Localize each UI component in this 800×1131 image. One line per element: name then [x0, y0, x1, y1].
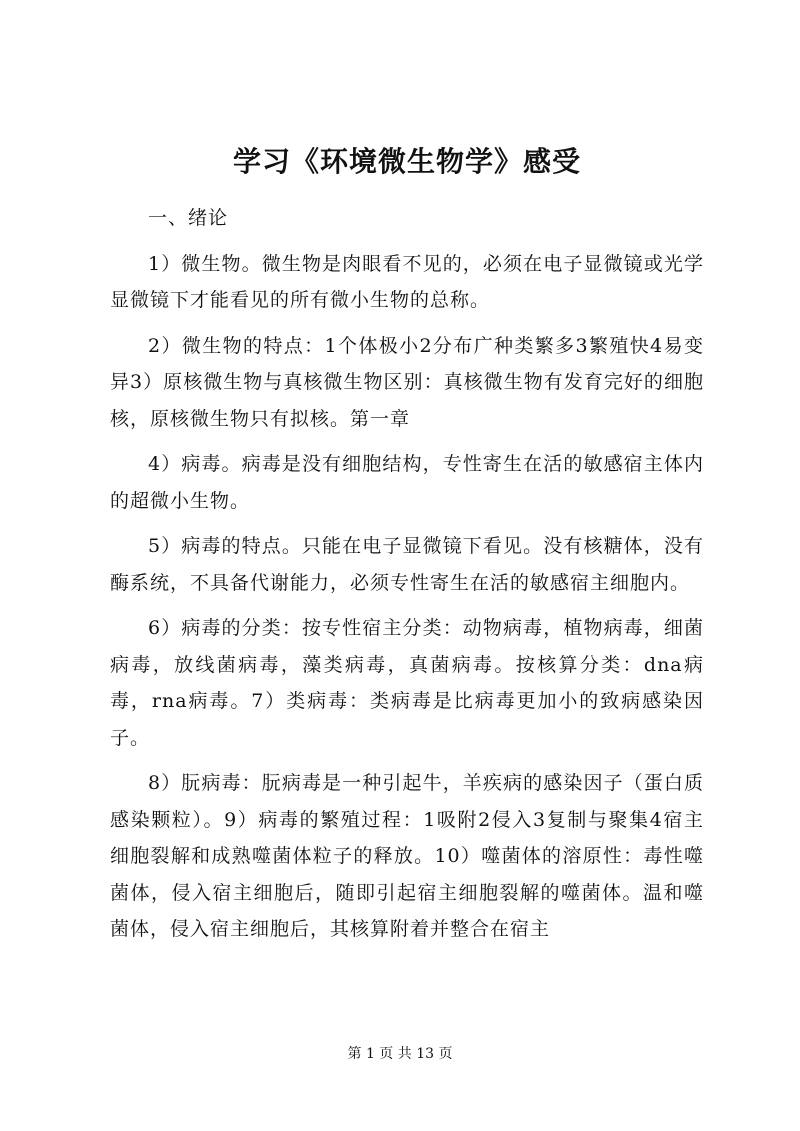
page-footer: 第 1 页 共 13 页 [347, 1046, 453, 1062]
document-title: 学习《环境微生物学》感受 [232, 145, 581, 178]
paragraph-prion-and-phage: 8）朊病毒：朊病毒是一种引起牛，羊疾病的感染因子（蛋白质感染颗粒）。9）病毒的繁殖过程：1吸附2侵入3复制与聚集4宿主细胞裂解和成熟噬菌体粒子的释放。10）噬菌体的溶原性：毒性噬菌体，侵入宿主细胞后，随即引起宿主细胞裂解的噬菌体。温和噬菌体，侵入宿主细胞后，其核算附着并整合在宿主 [110, 772, 704, 940]
paragraph-virus-definition: 4）病毒。病毒是没有细胞结构，专性寄生在活的敏感宿主体内的超微小生物。 [110, 453, 704, 512]
paragraph-virus-classification: 6）病毒的分类：按专性宿主分类：动物病毒，植物病毒，细菌病毒，放线菌病毒，藻类病毒，真菌病毒。按核算分类：dna病毒，rna病毒。7）类病毒：类病毒是比病毒更加小的致病感染因子。 [110, 617, 704, 749]
paragraph-microorganism-definition: 1）微生物。微生物是肉眼看不见的，必须在电子显微镜或光学显微镜下才能看见的所有微小生物的总称。 [110, 252, 704, 311]
paragraph-virus-features: 5）病毒的特点。只能在电子显微镜下看见。没有核糖体，没有酶系统，不具备代谢能力，必须专性寄生在活的敏感宿主细胞内。 [110, 535, 704, 594]
paragraph-microorganism-features: 2）微生物的特点：1个体极小2分布广种类繁多3繁殖快4易变异3）原核微生物与真核微生物区别：真核微生物有发育完好的细胞核，原核微生物只有拟核。第一章 [110, 334, 704, 430]
paragraph-introduction-heading: 一、绪论 [148, 207, 229, 229]
